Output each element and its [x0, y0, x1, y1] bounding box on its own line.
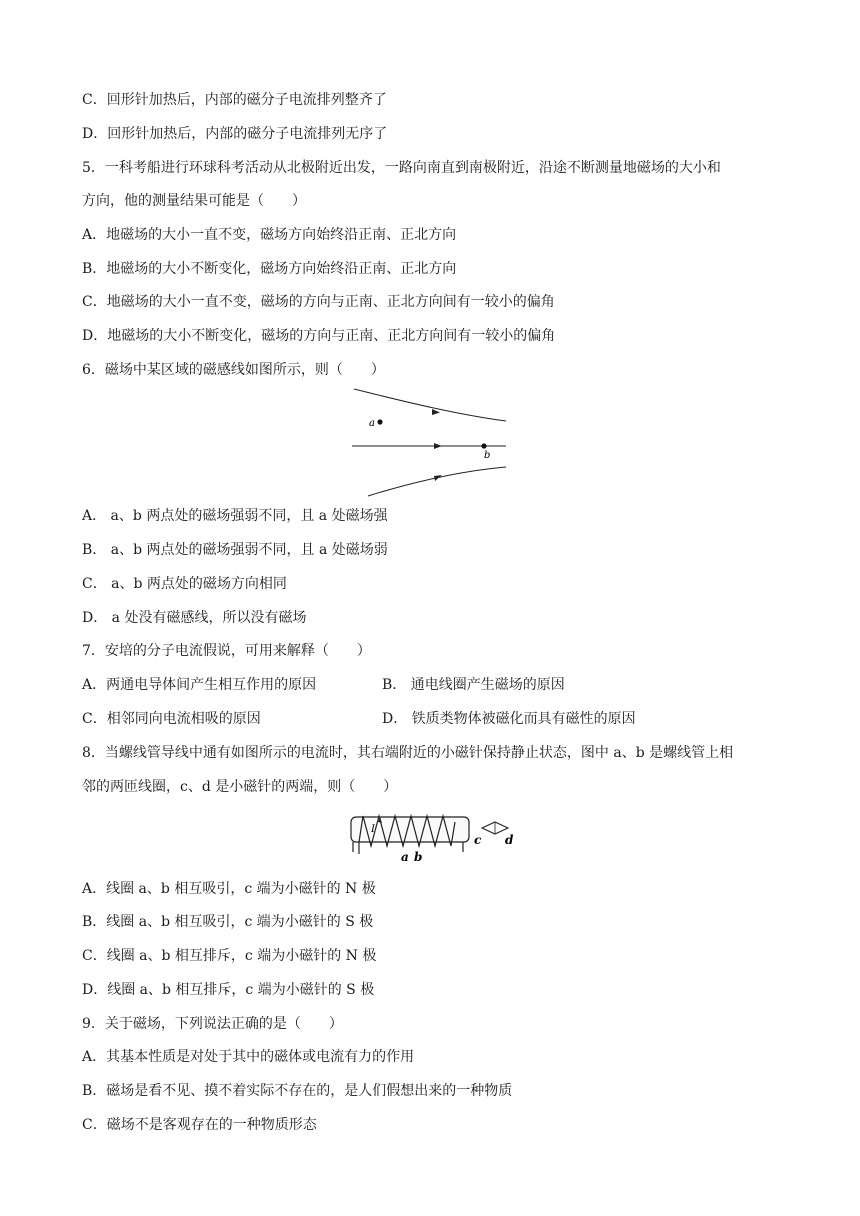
- q7-stem: 7．安培的分子电流假说，可用来解释（ ）: [82, 643, 371, 659]
- q5-option-c: C．地磁场的大小一直不变，磁场的方向与正南、正北方向间有一较小的偏角: [82, 294, 555, 310]
- q7-option-c: C．相邻同向电流相吸的原因: [82, 711, 261, 727]
- q7-option-b: B． 通电线圈产生磁场的原因: [382, 677, 565, 693]
- q5-option-b: B．地磁场的大小不断变化，磁场方向始终沿正南、正北方向: [82, 261, 457, 277]
- q7-row1: [82, 675, 800, 695]
- q9-option-c: C．磁场不是客观存在的一种物质形态: [82, 1117, 317, 1133]
- q6-option-d: D． a 处没有磁感线，所以没有磁场: [82, 610, 307, 626]
- point-b: [481, 443, 486, 448]
- q9-option-a: A．其基本性质是对处于其中的磁体或电流有力的作用: [82, 1049, 415, 1065]
- q6-stem: 6．磁场中某区域的磁感线如图所示，则（ ）: [82, 362, 385, 378]
- arrow-bottom: [434, 475, 442, 481]
- field-line-bottom: [368, 467, 506, 496]
- label-coil-b: b: [414, 850, 423, 864]
- field-line-top: [354, 389, 506, 421]
- label-coil-a: a: [401, 850, 409, 864]
- q6-option-c: C． a、b 两点处的磁场方向相同: [82, 576, 287, 592]
- arrow-middle: [434, 443, 442, 449]
- q8-option-d: D．线圈 a、b 相互排斥，c 端为小磁针的 S 极: [82, 982, 375, 998]
- q5-option-d: D．地磁场的大小不断变化，磁场的方向与正南、正北方向间有一较小的偏角: [82, 328, 556, 344]
- q5-stem-line1: 5．一科考船进行环球科考活动从北极附近出发，一路向南直到南极附近，沿途不断测量地磁场的大小和: [82, 160, 721, 176]
- q7-row2: [82, 709, 800, 729]
- q8-stem-line2: 邻的两匝线圈，c、d 是小磁针的两端，则（ ）: [82, 779, 398, 795]
- q6-field-line-figure: [350, 385, 510, 500]
- label-needle-c: c: [474, 833, 482, 847]
- q8-option-b: B．线圈 a、b 相互吸引，c 端为小磁针的 S 极: [82, 914, 374, 930]
- q9-option-b: B．磁场是看不见、摸不着实际不存在的，是人们假想出来的一种物质: [82, 1083, 513, 1099]
- q7-option-d: D． 铁质类物体被磁化而具有磁性的原因: [382, 711, 636, 727]
- q8-solenoid-figure: [343, 808, 518, 866]
- q7-option-a: A．两通电导体间产生相互作用的原因: [82, 677, 317, 693]
- q5-option-a: A．地磁场的大小一直不变，磁场方向始终沿正南、正北方向: [82, 227, 457, 243]
- q8-stem-line1: 8．当螺线管导线中通有如图所示的电流时，其右端附近的小磁针保持静止状态，图中 a、b 是螺线管上相: [82, 745, 734, 761]
- label-a: a: [369, 418, 375, 429]
- label-b: b: [484, 450, 491, 461]
- point-a: [377, 419, 382, 424]
- q8-option-a: A．线圈 a、b 相互吸引，c 端为小磁针的 N 极: [82, 881, 376, 897]
- q9-stem: 9．关于磁场，下列说法正确的是（ ）: [82, 1016, 343, 1032]
- q4-option-d: D．回形针加热后，内部的磁分子电流排列无序了: [82, 126, 388, 142]
- q6-option-b: B． a、b 两点处的磁场强弱不同，且 a 处磁场弱: [82, 542, 388, 558]
- label-current: I: [371, 824, 375, 835]
- arrow-top: [432, 409, 440, 415]
- q4-option-c: C．回形针加热后，内部的磁分子电流排列整齐了: [82, 92, 387, 108]
- q5-stem-line2: 方向，他的测量结果可能是（ ）: [82, 193, 306, 209]
- q6-option-a: A． a、b 两点处的磁场强弱不同，且 a 处磁场强: [82, 508, 388, 524]
- q8-option-c: C．线圈 a、b 相互排斥，c 端为小磁针的 N 极: [82, 948, 377, 964]
- label-needle-d: d: [505, 833, 514, 847]
